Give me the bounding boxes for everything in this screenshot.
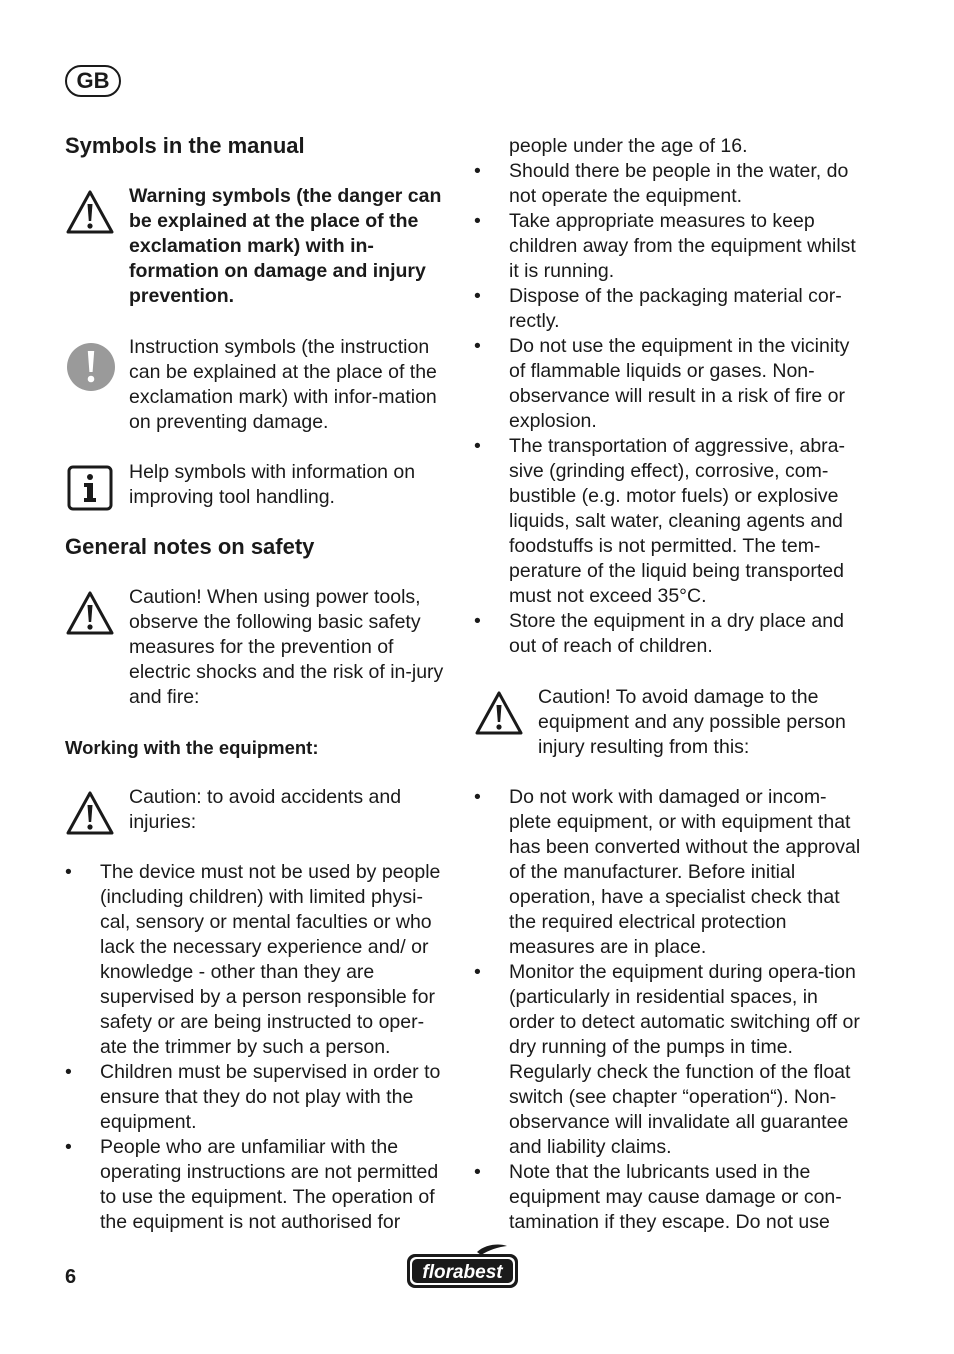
caution-accidents-text: Caution: to avoid accidents and injuries: <box>129 786 402 833</box>
list-item: • Take appropriate measures to keep children away from the equipment whilst it is running. <box>474 210 856 282</box>
right-bullet-list <box>474 159 861 659</box>
caution-power-tools-text: Caution! When using power tools, observe the following basic safety measures for the prevention of electric shocks and the risk of in-jury and fire: <box>129 586 444 708</box>
caution-damage-text: Caution! To avoid damage to the equipment and any possible person injury resulting from this: <box>538 686 846 758</box>
list-item: • Should there be people in the water, do not operate the equipment. <box>474 160 849 207</box>
heading-general-safety: General notes on safety <box>65 534 315 559</box>
right-bullet-list-2 <box>474 785 861 1235</box>
list-item: • Monitor the equipment during opera-tion (particularly in residential spaces, in order to detect automatic switching off or dry running of the pumps in time. Regularly check the function of the float switch (see chapter “operation“). Non-observance will invalidate all guarantee and liability claims. <box>474 961 860 1158</box>
list-item: • Do not work with damaged or incom-plete equipment, or with equipment that has been converted without the approval of the manufacturer. Before initial operation, have a specialist check that the required electrical protection measures are in place. <box>474 786 861 958</box>
heading-symbols: Symbols in the manual <box>65 133 305 158</box>
info-square-icon <box>67 465 117 515</box>
continuation-text: people under the age of 16. <box>509 135 748 157</box>
subheading-working: Working with the equipment: <box>65 737 319 758</box>
exclamation-circle-icon <box>66 342 116 392</box>
list-item: • Store the equipment in a dry place and out of reach of children. <box>474 610 844 657</box>
warning-triangle-icon <box>65 789 115 839</box>
list-item: • Do not use the equipment in the vicinity of flammable liquids or gases. Non-observance will result in a risk of fire or explosion. <box>474 335 850 432</box>
list-item: • People who are unfamiliar with the operating instructions are not permitted to use the equipment. The operation of the equipment is not authorised for <box>65 1136 439 1233</box>
left-bullet-list <box>65 860 450 1235</box>
svg-text:florabest: florabest <box>422 1262 503 1283</box>
florabest-logo <box>405 1243 520 1291</box>
list-item: • Children must be supervised in order to ensure that they do not play with the equipment. <box>65 1061 441 1133</box>
warning-symbols-text: Warning symbols (the danger can be explained at the place of the exclamation mark) with in-formation on damage and injury prevention. <box>129 185 442 307</box>
list-item: • Dispose of the packaging material cor-rectly. <box>474 285 842 332</box>
help-symbols-text: Help symbols with information on improving tool handling. <box>129 461 416 508</box>
page-number: 6 <box>65 1266 77 1288</box>
list-item: • The transportation of aggressive, abra-sive (grinding effect), corrosive, com-bustible (e.g. motor fuels) or explosive liquids, salt water, cleaning agents and foodstuffs is not permitted. The tem-perature of the liquid being transported must not exceed 35°C. <box>474 435 846 607</box>
warning-triangle-icon <box>474 689 524 739</box>
warning-triangle-icon <box>65 188 115 238</box>
list-item: • The device must not be used by people (including children) with limited physi-cal, sensory or mental faculties or who lack the necessary experience and/ or knowledge - other than they are supervised by a person responsible for safety or are being instructed to oper-ate the trimmer by such a person. <box>65 861 441 1058</box>
list-item: • Note that the lubricants used in the equipment may cause damage or con-tamination if they escape. Do not use <box>474 1161 842 1233</box>
language-badge: GB <box>65 65 121 97</box>
instruction-symbols-text: Instruction symbols (the instruction can be explained at the place of the exclamation mark) with infor-mation on preventing damage. <box>129 336 437 433</box>
warning-triangle-icon <box>65 589 115 639</box>
